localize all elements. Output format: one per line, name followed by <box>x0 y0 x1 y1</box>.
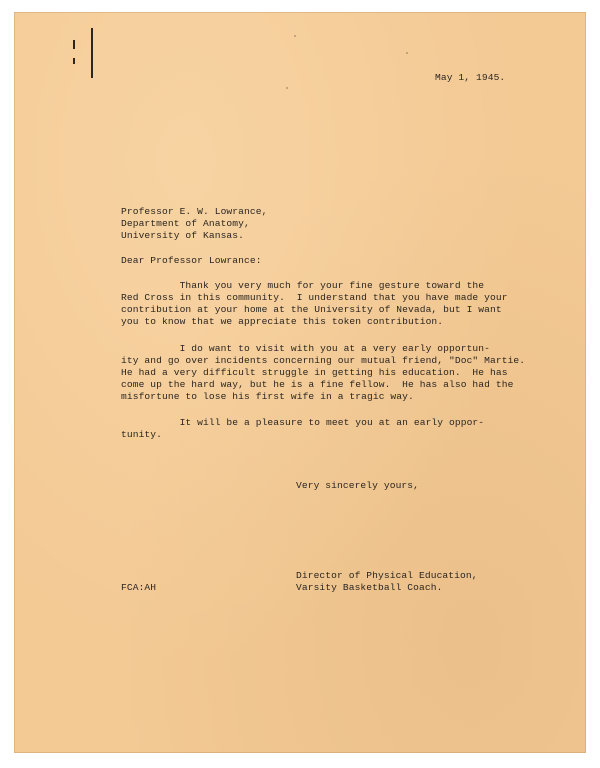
closing: Very sincerely yours, <box>296 480 420 491</box>
salutation: Dear Professor Lowrance: <box>121 255 262 266</box>
binder-mark <box>91 28 93 78</box>
body-line: ity and go over incidents concerning our mutual friend, "Doc" Martie. <box>121 355 526 366</box>
body-line: It will be a pleasure to meet you at an early oppor- <box>121 417 485 428</box>
binder-mark-dot-lower <box>73 58 75 64</box>
binder-mark-dot <box>73 40 75 49</box>
body-line: come up the hard way, but he is a fine fellow. He has also had the <box>121 379 514 390</box>
recipient-line: Department of Anatomy, <box>121 218 250 229</box>
body-line: Red Cross in this community. I understand that you have made your <box>121 292 508 303</box>
body-line: I do want to visit with you at a very early opportun- <box>121 343 491 354</box>
body-line: tunity. <box>121 429 163 440</box>
paper-speck <box>286 87 288 89</box>
reference-initials: FCA:AH <box>121 582 157 593</box>
body-line: He had a very difficult struggle in getting his education. He has <box>121 367 508 378</box>
body-line: misfortune to lose his first wife in a tragic way. <box>121 391 414 402</box>
signature-title-line: Director of Physical Education, <box>296 570 478 581</box>
paper-speck <box>294 35 296 37</box>
signature-title-line: Varsity Basketball Coach. <box>296 582 443 593</box>
paper-speck <box>406 52 408 54</box>
recipient-line: Professor E. W. Lowrance, <box>121 206 268 217</box>
body-line: Thank you very much for your fine gesture toward the <box>121 280 485 291</box>
letter-page <box>14 12 586 753</box>
recipient-line: University of Kansas. <box>121 230 245 241</box>
letter-date: May 1, 1945. <box>435 72 506 83</box>
body-line: you to know that we appreciate this token contribution. <box>121 316 444 327</box>
body-line: contribution at your home at the University of Nevada, but I want <box>121 304 502 315</box>
